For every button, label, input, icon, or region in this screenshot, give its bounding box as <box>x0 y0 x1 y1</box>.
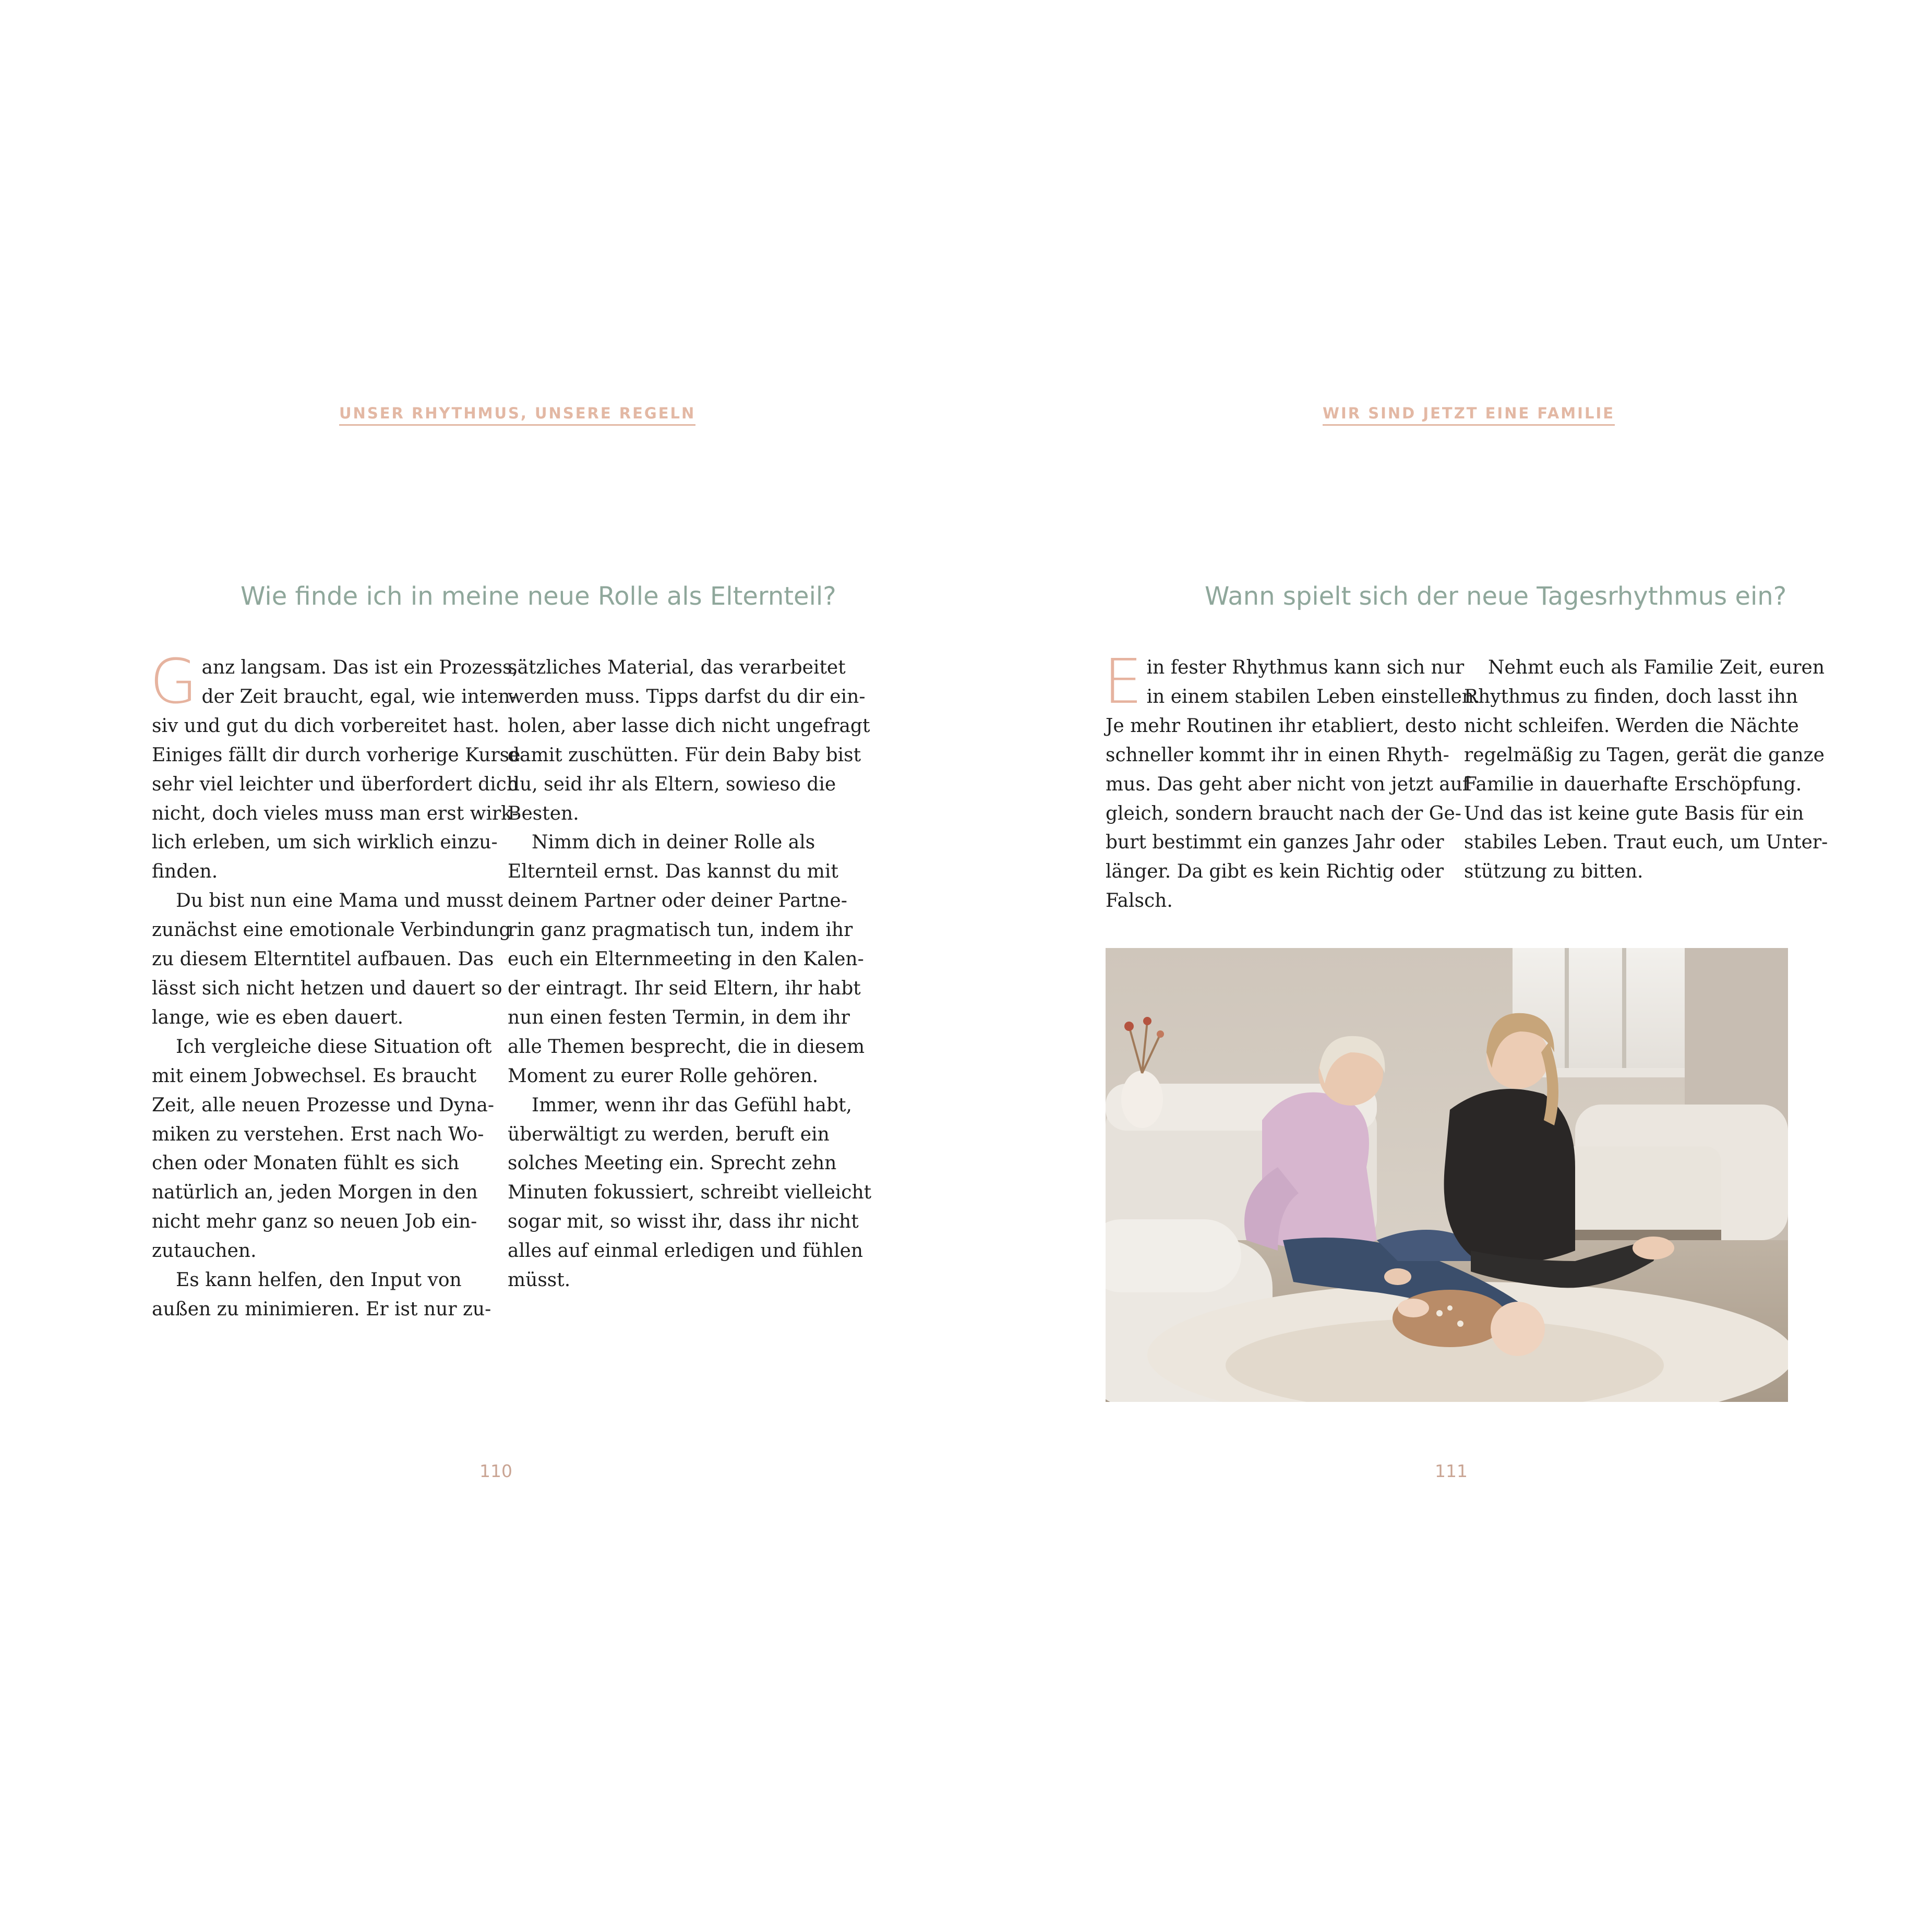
text-line: Rhythmus zu finden, doch lasst ihn <box>1464 686 1798 707</box>
text-line: stabiles Leben. Traut euch, um Unter- <box>1464 832 1828 854</box>
text-line: lich erleben, um sich wirklich einzu- <box>152 832 498 854</box>
text-line: nicht, doch vieles muss man erst wirk- <box>152 802 519 824</box>
text-line: zu diesem Elterntitel aufbauen. Das <box>152 949 494 970</box>
section-title-left: Wie finde ich in meine neue Rolle als Elternteil? <box>241 582 836 611</box>
text-line: in einem stabilen Leben einstellen. <box>1146 686 1480 707</box>
right-column-1 <box>1103 645 1480 916</box>
left-column-2 <box>508 653 872 1295</box>
text-line: damit zuschütten. Für dein Baby bist <box>508 744 861 766</box>
text-line: außen zu minimieren. Er ist nur zu- <box>152 1298 491 1320</box>
text-line: schneller kommt ihr in einen Rhyth- <box>1106 744 1449 766</box>
text-line: Moment zu eurer Rolle gehören. <box>508 1065 819 1087</box>
text-line: alles auf einmal erledigen und fühlen <box>508 1240 863 1262</box>
right-page <box>966 0 1932 1932</box>
text-line: Immer, wenn ihr das Gefühl habt, <box>532 1094 852 1116</box>
text-line: mus. Das geht aber nicht von jetzt auf <box>1106 773 1470 795</box>
text-line: stützung zu bitten. <box>1464 861 1643 883</box>
text-line: nun einen festen Termin, in dem ihr <box>508 1006 850 1028</box>
text-line: zutauchen. <box>152 1240 257 1262</box>
text-line: alle Themen besprecht, die in diesem <box>508 1036 865 1058</box>
text-line: deinem Partner oder deiner Partne- <box>508 890 847 912</box>
running-head-left: UNSER RHYTHMUS, UNSERE REGELN <box>339 404 695 426</box>
text-line: Minuten fokussiert, schreibt vielleicht <box>508 1182 872 1204</box>
family-photo-illustration <box>1106 948 1788 1402</box>
text-line: regelmäßig zu Tagen, gerät die ganze <box>1464 744 1825 766</box>
text-line: Zeit, alle neuen Prozesse und Dyna- <box>152 1094 494 1116</box>
text-line: überwältigt zu werden, beruft ein <box>508 1123 830 1145</box>
text-line: Elternteil ernst. Das kannst du mit <box>508 861 838 883</box>
text-line: siv und gut du dich vorbereitet hast. <box>152 715 500 737</box>
text-line: Und das ist keine gute Basis für ein <box>1464 802 1804 824</box>
left-column-1 <box>150 645 521 1324</box>
text-line: euch ein Elternmeeting in den Kalen- <box>508 949 864 970</box>
text-line: in fester Rhythmus kann sich nur <box>1146 657 1465 678</box>
running-head-right: WIR SIND JETZT EINE FAMILIE <box>1323 404 1615 426</box>
text-line: lässt sich nicht hetzen und dauert so <box>152 977 502 999</box>
family-photo <box>1106 948 1788 1402</box>
text-line: solches Meeting ein. Sprecht zehn <box>508 1153 837 1174</box>
text-line: Falsch. <box>1106 890 1173 912</box>
text-line: Je mehr Routinen ihr etabliert, desto <box>1106 715 1457 737</box>
text-line: sogar mit, so wisst ihr, dass ihr nicht <box>508 1211 859 1233</box>
page-number-right: 111 <box>1435 1461 1468 1481</box>
text-line: nicht mehr ganz so neuen Job ein- <box>152 1211 477 1233</box>
text-line: gleich, sondern braucht nach der Ge- <box>1106 802 1461 824</box>
text-line: Nimm dich in deiner Rolle als <box>532 832 815 854</box>
text-line: Ich vergleiche diese Situation oft <box>176 1036 492 1058</box>
page-number-left: 110 <box>479 1461 512 1481</box>
text-line: natürlich an, jeden Morgen in den <box>152 1182 478 1204</box>
text-line: rin ganz pragmatisch tun, indem ihr <box>508 919 853 941</box>
text-line: miken zu verstehen. Erst nach Wo- <box>152 1123 484 1145</box>
text-line: du, seid ihr als Eltern, sowieso die <box>508 773 836 795</box>
text-line: sätzliches Material, das verarbeitet <box>508 657 846 678</box>
dropcap-right: E <box>1103 645 1143 717</box>
text-line: Einiges fällt dir durch vorherige Kurse <box>152 744 521 766</box>
text-line: nicht schleifen. Werden die Nächte <box>1464 715 1799 737</box>
text-line: Familie in dauerhafte Erschöpfung. <box>1464 773 1802 795</box>
text-line: der eintragt. Ihr seid Eltern, ihr habt <box>508 977 861 999</box>
text-line: länger. Da gibt es kein Richtig oder <box>1106 861 1444 883</box>
text-line: müsst. <box>508 1269 571 1291</box>
text-line: holen, aber lasse dich nicht ungefragt <box>508 715 870 737</box>
text-line: Nehmt euch als Familie Zeit, euren <box>1488 657 1825 678</box>
right-column-2 <box>1464 653 1828 886</box>
text-line: anz langsam. Das ist ein Prozess, <box>201 657 519 678</box>
text-line: chen oder Monaten fühlt es sich <box>152 1153 460 1174</box>
text-line: Besten. <box>508 802 579 824</box>
text-line: Es kann helfen, den Input von <box>176 1269 462 1291</box>
text-line: sehr viel leichter und überfordert dich <box>152 773 519 795</box>
dropcap-left: G <box>150 645 198 717</box>
section-title-right: Wann spielt sich der neue Tagesrhythmus ein? <box>1205 582 1787 611</box>
text-line: der Zeit braucht, egal, wie inten- <box>201 686 517 707</box>
text-line: Du bist nun eine Mama und musst <box>176 890 503 912</box>
text-line: mit einem Jobwechsel. Es braucht <box>152 1065 477 1087</box>
text-line: lange, wie es eben dauert. <box>152 1006 404 1028</box>
text-line: finden. <box>152 861 218 883</box>
text-line: werden muss. Tipps darfst du dir ein- <box>508 686 866 707</box>
text-line: burt bestimmt ein ganzes Jahr oder <box>1106 832 1444 854</box>
text-line: zunächst eine emotionale Verbindung <box>152 919 511 941</box>
